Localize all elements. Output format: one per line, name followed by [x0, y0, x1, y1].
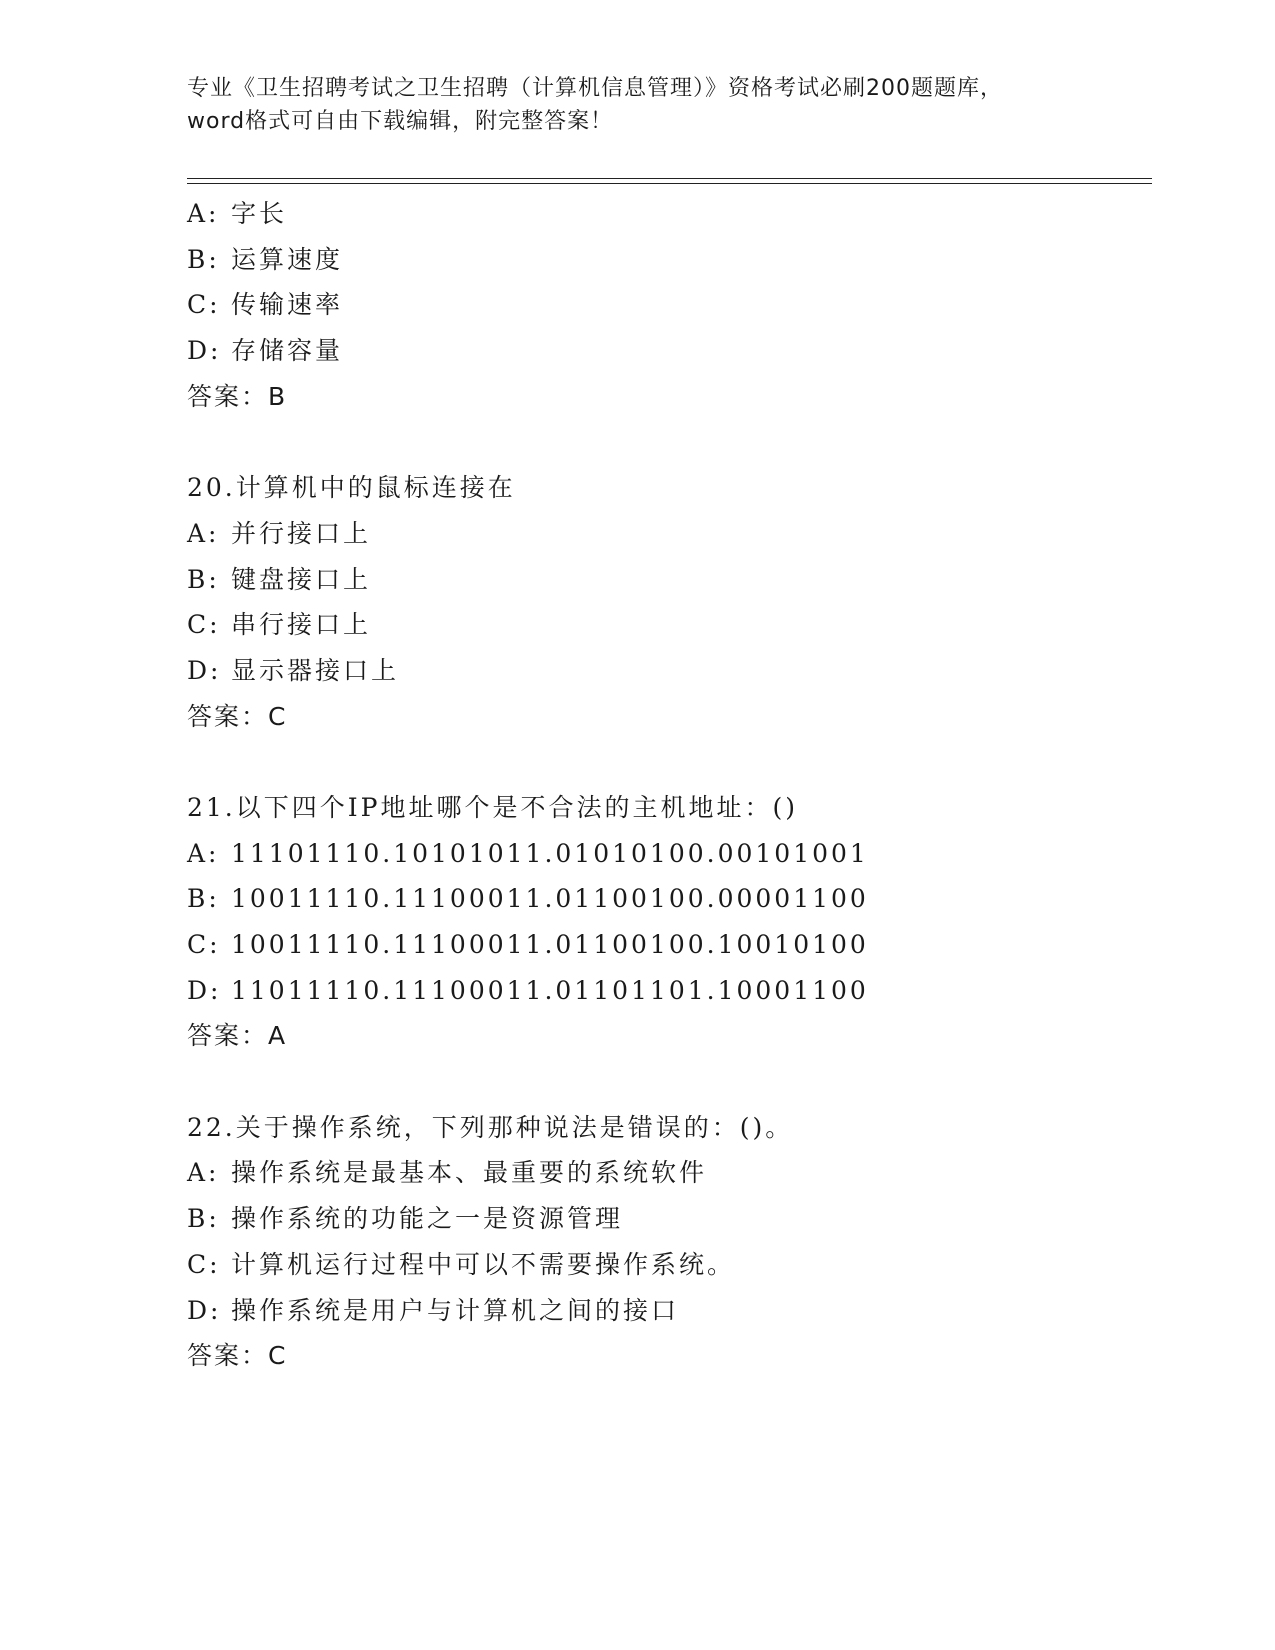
option-c	[187, 602, 1147, 648]
answer-line: 答案：B	[187, 381, 288, 411]
option-letter: D:	[187, 1295, 222, 1325]
option-b	[187, 557, 1147, 603]
option-letter: A:	[187, 838, 220, 868]
question-block-19	[187, 191, 1147, 419]
option-b	[187, 876, 1147, 922]
option-c	[187, 282, 1147, 328]
question-block-22	[187, 1105, 1147, 1379]
question-text: 20.计算机中的鼠标连接在	[187, 473, 516, 503]
option-a	[187, 831, 1147, 877]
option-text: 11011110.11100011.01101101.10001100	[231, 975, 869, 1005]
option-b	[187, 237, 1147, 283]
option-letter: B:	[187, 564, 220, 594]
option-text: 串行接口上	[231, 610, 372, 640]
option-d	[187, 968, 1147, 1014]
option-letter: B:	[187, 884, 220, 914]
option-letter: A:	[187, 1158, 220, 1188]
option-letter: D:	[187, 975, 222, 1005]
option-text: 存储容量	[231, 336, 344, 366]
option-c	[187, 922, 1147, 968]
option-text: 操作系统是最基本、最重要的系统软件	[231, 1158, 708, 1188]
option-text: 10011110.11100011.01100100.00001100	[231, 884, 869, 914]
option-letter: A:	[187, 199, 220, 228]
header-title-line-1: 专业《卫生招聘考试之卫生招聘（计算机信息管理）》资格考试必刷200题题库，	[187, 76, 1003, 101]
question-block-21	[187, 785, 1147, 1059]
header-divider-top	[187, 178, 1152, 179]
option-d	[187, 1288, 1147, 1334]
option-letter: D:	[187, 655, 222, 685]
option-text: 键盘接口上	[231, 564, 372, 594]
option-text: 并行接口上	[231, 518, 372, 548]
spacer	[187, 739, 1147, 785]
option-letter: C:	[187, 930, 221, 959]
option-text: 11101110.10101011.01010100.00101001	[231, 838, 869, 868]
option-a	[187, 511, 1147, 557]
option-letter: D:	[187, 336, 222, 366]
option-d	[187, 648, 1147, 694]
option-text: 10011110.11100011.01100100.10010100	[231, 930, 869, 959]
option-d	[187, 328, 1147, 374]
option-b	[187, 1196, 1147, 1242]
option-text: 计算机运行过程中可以不需要操作系统。	[231, 1249, 736, 1279]
option-letter: B:	[187, 1204, 220, 1234]
option-a	[187, 191, 1147, 237]
option-text: 字长	[231, 199, 288, 228]
option-a	[187, 1150, 1147, 1196]
option-text: 操作系统的功能之一是资源管理	[231, 1204, 624, 1234]
question-text: 22.关于操作系统，下列那种说法是错误的：()。	[187, 1112, 794, 1142]
option-letter: C:	[187, 610, 221, 640]
document-header	[187, 72, 1117, 138]
option-c	[187, 1242, 1147, 1288]
question-text: 21.以下四个IP地址哪个是不合法的主机地址：()	[187, 792, 798, 822]
answer-line: 答案：C	[187, 701, 288, 731]
option-letter: A:	[187, 518, 220, 548]
answer-line: 答案：C	[187, 1341, 288, 1371]
option-text: 显示器接口上	[231, 655, 400, 685]
header-title-line-2: word格式可自由下载编辑，附完整答案！	[187, 109, 614, 134]
option-letter: B:	[187, 244, 220, 274]
header-divider-bottom	[187, 183, 1152, 184]
question-list	[187, 191, 1147, 1379]
option-letter: C:	[187, 1249, 221, 1279]
spacer	[187, 419, 1147, 465]
option-text: 传输速率	[231, 290, 344, 320]
spacer	[187, 1059, 1147, 1105]
option-text: 操作系统是用户与计算机之间的接口	[231, 1295, 680, 1325]
option-letter: C:	[187, 290, 221, 320]
option-text: 运算速度	[231, 244, 344, 274]
question-block-20	[187, 465, 1147, 739]
answer-line: 答案：A	[187, 1021, 288, 1051]
